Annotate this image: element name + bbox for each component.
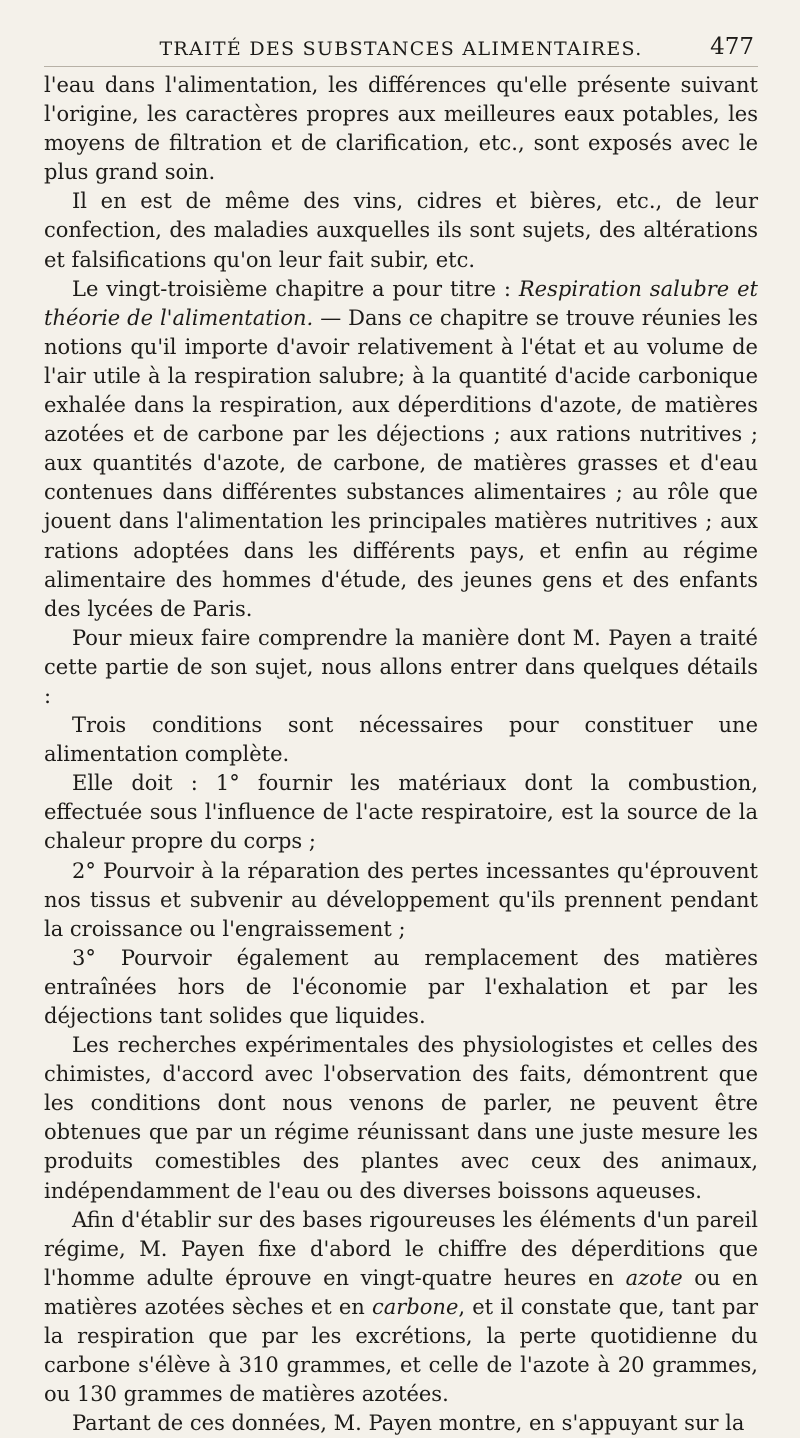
- regime-text-2: ou en matières azotées sèches et en: [44, 1265, 758, 1319]
- paragraph-condition-3: 3° Pourvoir également au remplacement des matières entraînées hors de l'économie par l'exhalation et par les déjections tant solides que liquides.: [44, 945, 758, 1028]
- paragraph-wines: Il en est de même des vins, cidres et bières, etc., de leur confection, des maladies auxquelles ils sont sujets, des altérations et falsifications qu'on leur fait subir, etc.: [44, 189, 758, 272]
- paragraph-details-intro: Pour mieux faire comprendre la manière dont M. Payen a traité cette partie de son sujet, nous allons entrer dans quelques détails :: [44, 625, 758, 708]
- regime-text-1: Afin d'établir sur des bases rigoureuses les éléments d'un pareil régime, M. Payen fixe d'abord le chiffre des déperditions que l'homme adulte éprouve en vingt-quatre heures en: [44, 1207, 758, 1290]
- chapter-intro-text: Le vingt-troisième chapitre a pour titre :: [72, 276, 519, 301]
- carbone-italic: carbone: [372, 1294, 459, 1319]
- running-header: [44, 30, 758, 67]
- chapter-title-italic: Respiration salubre et théorie de l'alimentation.: [44, 276, 758, 330]
- running-title: TRAITÉ DES SUBSTANCES ALIMENTAIRES.: [159, 38, 643, 60]
- paragraph-chapter-23: [44, 275, 758, 624]
- paragraph-research: Les recherches expérimentales des physiologistes et celles des chimistes, d'accord avec l'observation des faits, démontrent que les conditions dont nous venons de parler, ne peuvent être obtenues que par un régime réunissant dans une juste mesure les produits comestibles des plantes avec ceux des animaux, indépendamment de l'eau ou des diverses boissons aqueuses.: [44, 1033, 758, 1203]
- azote-italic: azote: [625, 1265, 683, 1290]
- paragraph-three-conditions: Trois conditions sont nécessaires pour constituer une alimentation complète.: [44, 713, 758, 767]
- paragraph-continuation: Partant de ces données, M. Payen montre, en s'appuyant sur la: [72, 1411, 745, 1436]
- paragraph-condition-1: Elle doit : 1° fournir les matériaux dont la combustion, effectuée sous l'influence de l'acte respiratoire, est la source de la chaleur propre du corps ;: [44, 771, 758, 854]
- regime-text-3: , et il constate que, tant par la respiration que par les excrétions, la perte quotidienne du carbone s'élève à 310 grammes, et celle de l'azote à 20 grammes, ou 130 grammes de matières azotées.: [44, 1294, 758, 1407]
- paragraph-condition-2: 2° Pourvoir à la réparation des pertes incessantes qu'éprouvent nos tissus et subvenir au développement qu'ils prennent pendant la croissance ou l'engraissement ;: [44, 858, 758, 941]
- paragraph-regime: [44, 1206, 758, 1410]
- paragraph-water: l'eau dans l'alimentation, les différences qu'elle présente suivant l'origine, les caractères propres aux meilleures eaux potables, les moyens de filtration et de clarification, etc., sont exposés avec le plus grand soin.: [44, 73, 758, 185]
- page-number: 477: [710, 34, 754, 60]
- chapter-summary-text: — Dans ce chapitre se trouve réunies les notions qu'il importe d'avoir relativement à l'état et au volume de l'air utile à la respiration salubre; à la quantité d'acide carbonique exhalée dans la respiration, aux déperditions d'azote, de matières azotées et de carbone par les déjections ; aux rations nutritives ; aux quantités d'azote, de carbone, de matières grasses et d'eau contenues dans différentes substances alimentaires ; au rôle que jouent dans l'alimentation les principales matières nutritives ; aux rations adoptées dans les différents pays, et enfin au régime alimentaire des hommes d'étude, des jeunes gens et des enfants des lycées de Paris.: [44, 305, 758, 621]
- body-text: [44, 71, 758, 1438]
